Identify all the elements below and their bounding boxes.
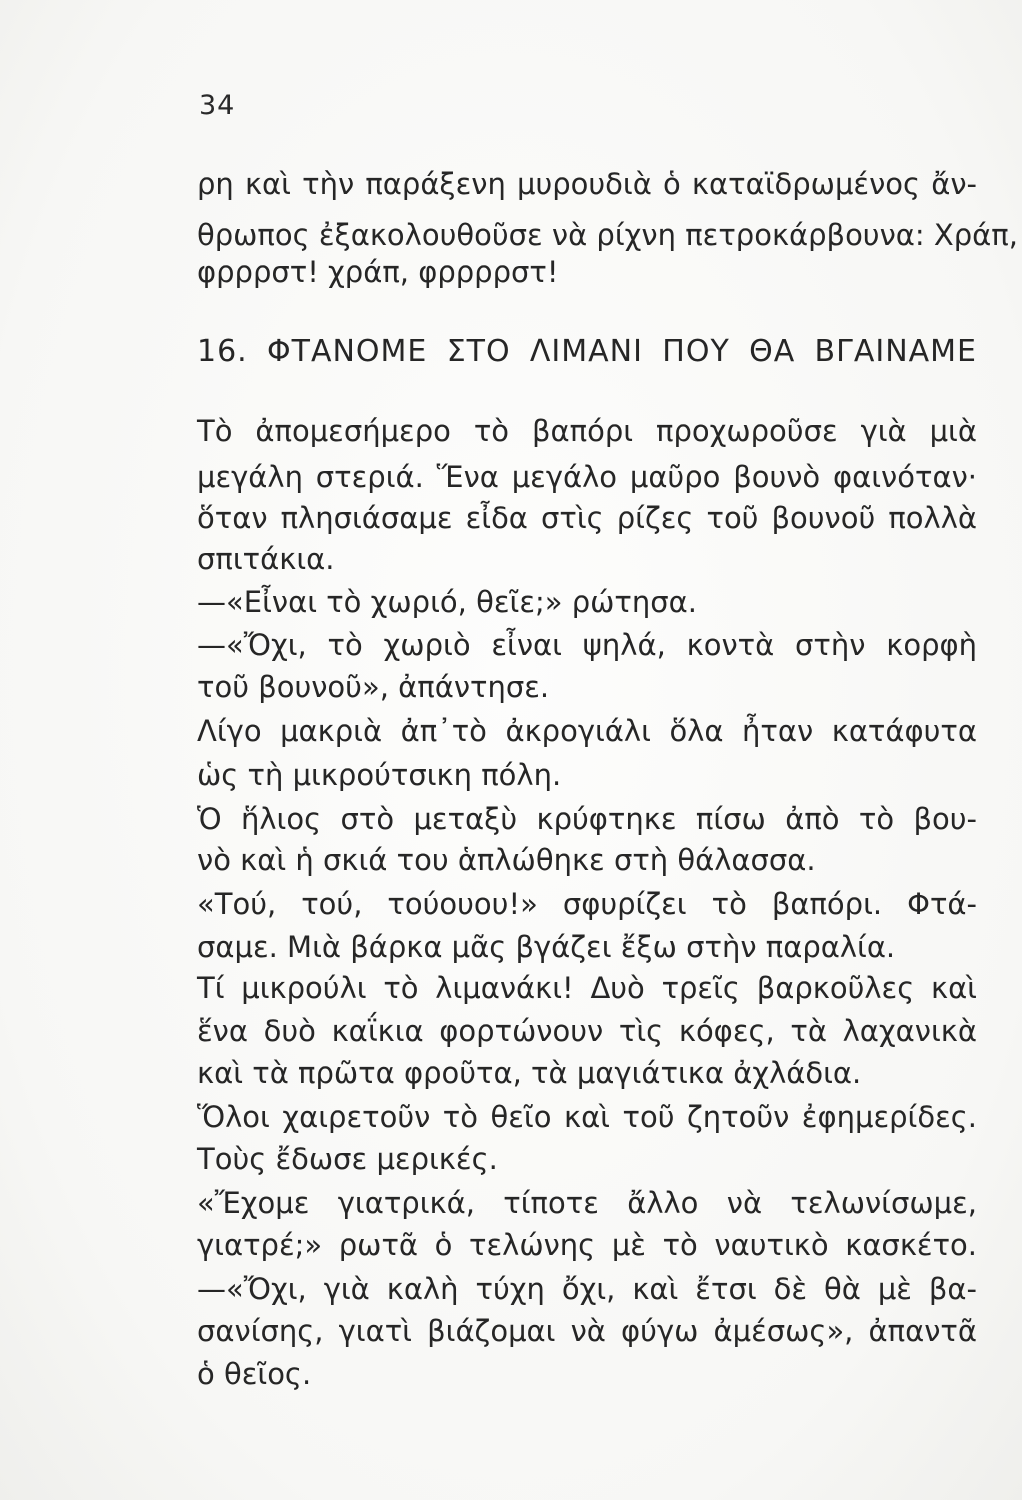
text-line: ἕνα δυὸ καΐκια φορτώνουν τὶς κόφες, τὰ λαχανικὰ [197,1014,977,1048]
text-line: Τὸ ἀπομεσήμερο τὸ βαπόρι προχωροῦσε γιὰ μιὰ [197,414,977,448]
text-line: Λίγο μακριὰ ἀπ᾽τὸ ἀκρογιάλι ὅλα ἦταν κατάφυτα [197,714,977,748]
text-line: «Τού, τού, τούουου!» σφυρίζει τὸ βαπόρι. Φτά- [197,887,977,921]
text-line: μεγάλη στεριά. Ἕνα μεγάλο μαῦρο βουνὸ φαινόταν· [197,460,977,494]
text-line: ρη καὶ τὴν παράξενη μυρουδιὰ ὁ καταϊδρωμένος ἄν- [197,167,977,201]
text-line: —«Ὄχι, γιὰ καλὴ τύχη ὄχι, καὶ ἔτσι δὲ θὰ μὲ βα- [197,1272,977,1306]
text-line: σπιτάκια. [197,542,335,576]
text-line: τοῦ βουνοῦ», ἀπάντησε. [197,670,550,704]
text-line: φρρρστ! χράπ, φρρρρστ! [197,255,559,289]
text-line: Τοὺς ἔδωσε μερικές. [197,1142,498,1176]
page-number: 34 [199,90,236,121]
text-line: θρωπος ἐξακολουθοῦσε νὰ ρίχνη πετροκάρβουνα: Χράπ, [197,218,1018,252]
text-line: γιατρέ;» ρωτᾶ ὁ τελώνης μὲ τὸ ναυτικὸ κασκέτο. [197,1228,977,1262]
text-line: ὅταν πλησιάσαμε εἶδα στὶς ρίζες τοῦ βουνοῦ πολλὰ [197,501,977,535]
text-line: ὁ θεῖος. [197,1357,312,1391]
text-line: σανίσης, γιατὶ βιάζομαι νὰ φύγω ἀμέσως», ἀπαντᾶ [197,1314,977,1348]
text-line: Ὁ ἥλιος στὸ μεταξὺ κρύφτηκε πίσω ἀπὸ τὸ βου- [197,802,977,836]
text-line: καὶ τὰ πρῶτα φροῦτα, τὰ μαγιάτικα ἀχλάδια. [197,1056,862,1090]
text-line: —«Ὄχι, τὸ χωριὸ εἶναι ψηλά, κοντὰ στὴν κορφὴ [197,628,977,662]
text-line: Ὅλοι χαιρετοῦν τὸ θεῖο καὶ τοῦ ζητοῦν ἐφημερίδες. [197,1100,977,1134]
text-line: Τί μικρούλι τὸ λιμανάκι! Δυὸ τρεῖς βαρκοῦλες καὶ [197,971,977,1005]
chapter-heading: 16. ΦΤΑΝΟΜΕ ΣΤΟ ΛΙΜΑΝΙ ΠΟΥ ΘΑ ΒΓΑΙΝΑΜΕ [197,334,977,369]
text-line: «Ἔχομε γιατρικά, τίποτε ἄλλο νὰ τελωνίσωμε, [197,1186,977,1220]
text-line: ὡς τὴ μικρούτσικη πόλη. [197,758,562,792]
text-line: —«Εἶναι τὸ χωριό, θεῖε;» ρώτησα. [197,585,697,619]
text-line: νὸ καὶ ἡ σκιά του ἁπλώθηκε στὴ θάλασσα. [197,843,816,877]
text-line: σαμε. Μιὰ βάρκα μᾶς βγάζει ἔξω στὴν παραλία. [197,930,896,964]
